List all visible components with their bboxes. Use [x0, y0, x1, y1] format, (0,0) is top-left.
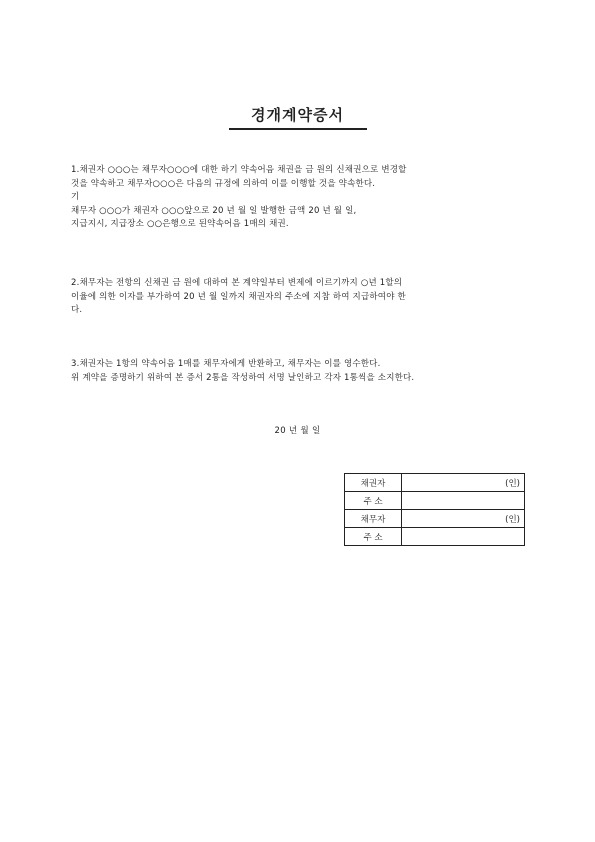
section-3	[71, 358, 531, 385]
debtor-label: 채무자	[345, 510, 402, 528]
table-row	[345, 474, 525, 492]
creditor-address-label: 주 소	[345, 492, 402, 510]
debtor-seal-field[interactable]: (인)	[402, 510, 525, 528]
section-2-line: 다.	[71, 305, 83, 315]
debtor-address-label: 주 소	[345, 528, 402, 546]
section-1-line: 지급지시, 지급장소 ○○은행으로 된약속어음 1매의 채권.	[71, 219, 289, 229]
date-line: 20 년 월 일	[274, 426, 321, 436]
section-2-line: 2.채무자는 전항의 신채권 금 원에 대하여 본 계약일부터 변제에 이르기까지 ○년 1할의	[71, 278, 403, 288]
title-underline	[229, 128, 367, 130]
section-3-line: 위 계약을 증명하기 위하여 본 증서 2통을 작성하여 서명 날인하고 각자 1통씩을 소지한다.	[71, 372, 415, 383]
table-row	[345, 492, 525, 510]
document-title: 경개계약증서	[251, 106, 344, 124]
section-1-line: 기	[71, 192, 80, 202]
section-1-line: 것을 약속하고 채무자○○○은 다음의 규정에 의하여 이를 이행할 것을 약속한다.	[71, 178, 376, 189]
section-2	[71, 277, 531, 318]
debtor-address-field[interactable]	[402, 528, 525, 546]
section-3-line: 3.채권자는 1항의 약속어음 1매를 채무자에게 반환하고, 채무자는 이를 영수한다.	[71, 359, 381, 369]
signature-table	[344, 473, 525, 546]
creditor-label: 채권자	[345, 474, 402, 492]
section-1-line: 채무자 ○○○가 채권자 ○○○앞으로 20 년 월 일 발행한 금액 20 년 월 일,	[71, 205, 357, 216]
table-row	[345, 510, 525, 528]
table-row	[345, 528, 525, 546]
creditor-seal-field[interactable]: (인)	[402, 474, 525, 492]
creditor-address-field[interactable]	[402, 492, 525, 510]
section-1	[71, 164, 531, 232]
section-2-line: 이율에 의한 이자를 부가하여 20 년 월 일까지 채권자의 주소에 지참 하여 지급하여야 한	[71, 291, 406, 302]
section-1-line: 1.채권자 ○○○는 채무자○○○에 대한 하기 약속어음 채권을 금 원의 신채권으로 변경할	[71, 165, 407, 175]
